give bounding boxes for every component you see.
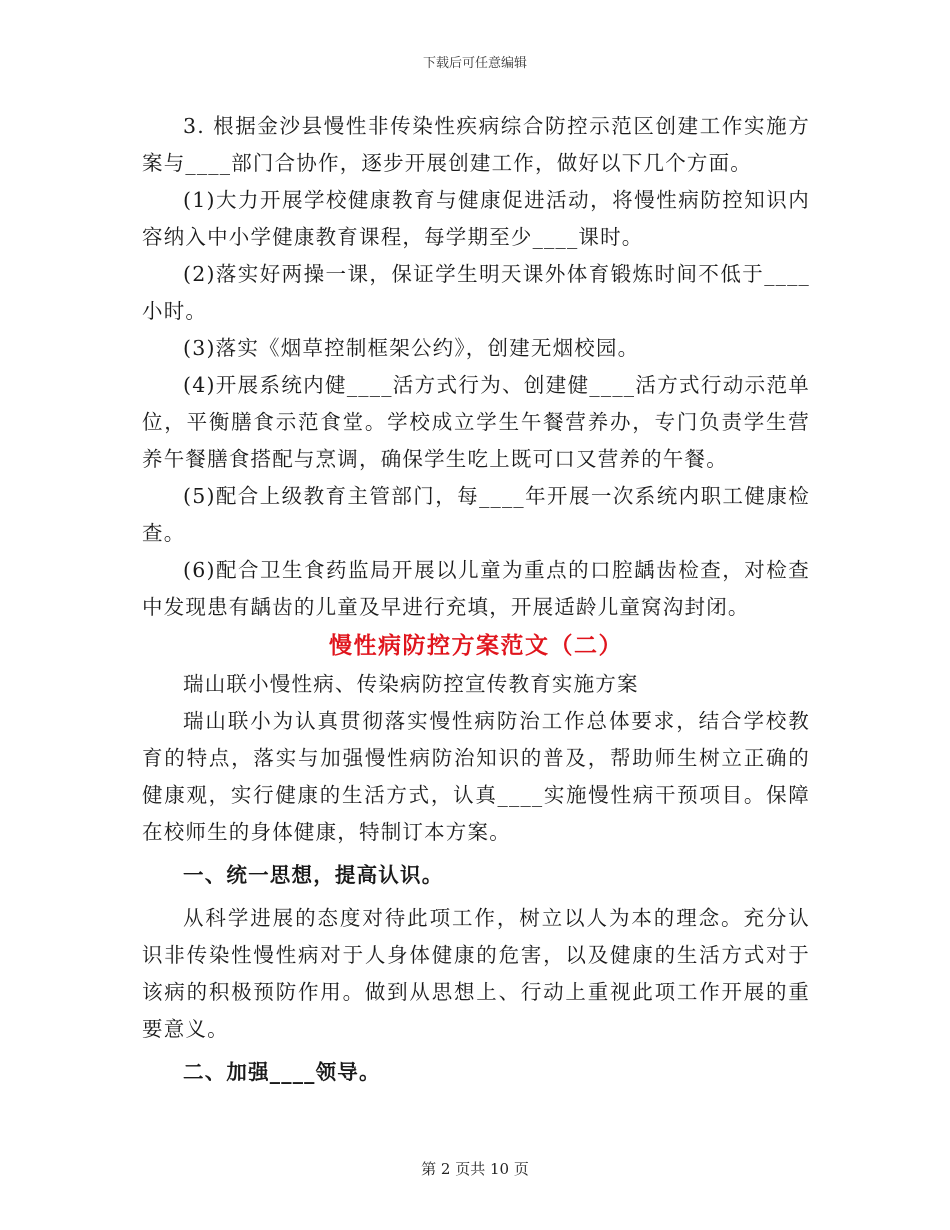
- paragraph-sub-4: (4)开展系统内健____活方式行为、创建健____活方式行动示范单位，平衡膳食示范食堂。学校成立学生午餐营养办，专门负责学生营养午餐膳食搭配与烹调，确保学生吃上既可口又营养的午餐。: [142, 373, 810, 471]
- paragraph-sub-1: (1)大力开展学校健康教育与健康促进活动，将慢性病防控知识内容纳入中小学健康教育课程，每学期至少____课时。: [142, 188, 810, 249]
- paragraph-sub-5: (5)配合上级教育主管部门，每____年开展一次系统内职工健康检查。: [142, 484, 810, 545]
- document-body: [142, 108, 810, 1091]
- paragraph-item-3: 3. 根据金沙县慢性非传染性疾病综合防控示范区创建工作实施方案与____部门合协作，逐步开展创建工作，做好以下几个方面。: [142, 114, 810, 175]
- paragraph-section-1: 从科学进展的态度对待此项工作，树立以人为本的理念。充分认识非传染性慢性病对于人身体健康的危害，以及健康的生活方式对于该病的积极预防作用。做到从思想上、行动上重视此项工作开展的重要意义。: [142, 906, 810, 1041]
- paragraph-sub-2: (2)落实好两操一课，保证学生明天课外体育锻炼时间不低于____小时。: [142, 262, 810, 323]
- paragraph-intro: 瑞山联小为认真贯彻落实慢性病防治工作总体要求，结合学校教育的特点，落实与加强慢性病防治知识的普及，帮助师生树立正确的健康观，实行健康的生活方式，认真____实施慢性病干预项目。保障在校师生的身体健康，特制订本方案。: [142, 709, 810, 844]
- heading-section-1: 一、统一思想，提高认识。: [183, 863, 444, 887]
- heading-section-2: 二、加强____领导。: [183, 1060, 381, 1084]
- paragraph-sub-6: (6)配合卫生食药监局开展以儿童为重点的口腔龋齿检查，对检查中发现患有龋齿的儿童及早进行充填，开展适龄儿童窝沟封闭。: [142, 558, 810, 619]
- section-title: 慢性病防控方案范文（二）: [329, 632, 623, 659]
- page-number: 第 2 页共 10 页: [421, 1160, 529, 1178]
- page-header-note: 下载后可任意编辑: [422, 56, 527, 71]
- plan-subtitle: 瑞山联小慢性病、传染病防控宣传教育实施方案: [183, 672, 639, 696]
- paragraph-sub-3: (3)落实《烟草控制框架公约》，创建无烟校园。: [183, 336, 640, 360]
